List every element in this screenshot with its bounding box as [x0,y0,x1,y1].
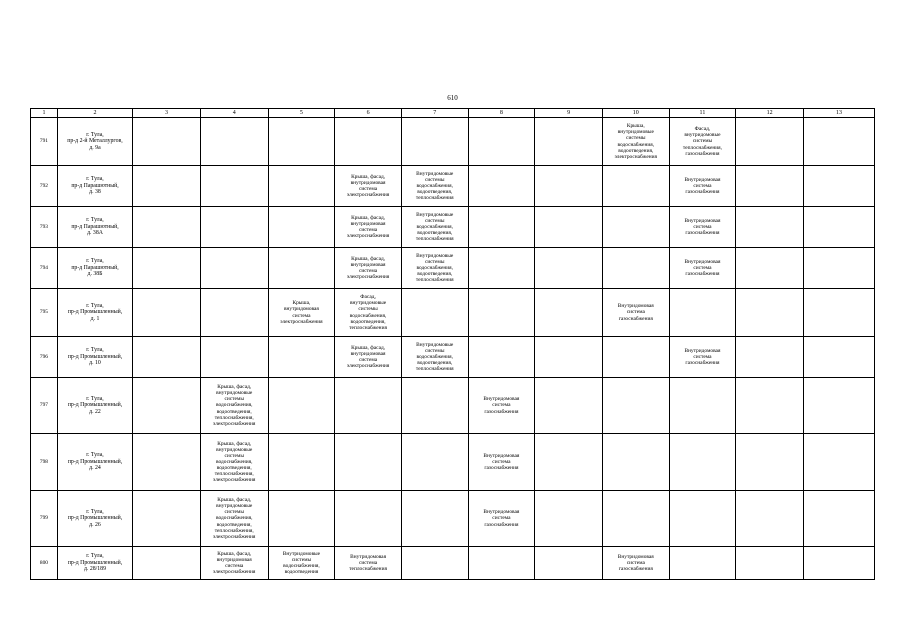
cell-text: г. Тула, пр-д Парашютный, д. 38Б [71,258,119,278]
work-cell [133,547,201,580]
work-cell [133,378,201,434]
cell-text: 795 [39,309,48,316]
work-cell [602,248,669,289]
work-cell [468,491,535,547]
work-cell [468,337,535,378]
work-cell [736,248,804,289]
work-cell [669,337,736,378]
table-row [31,166,875,207]
work-cell [535,547,603,580]
work-cell [535,289,603,337]
work-cell [200,491,268,547]
cell-text: Фасад, внутридомовые системы водоснабжения, водоотведения, теплоснабжения [349,294,387,331]
column-header: 4 [200,109,268,118]
row-number-cell [31,289,58,337]
work-cell [736,337,804,378]
cell-text: 792 [39,182,48,189]
cell-text: Фасад, внутридомовые системы теплоснабжения, газоснабжения [682,126,722,157]
work-cell [669,289,736,337]
work-cell [335,378,402,434]
work-cell [468,289,535,337]
work-cell [602,118,669,166]
cell-text: Внутридомовые системы водоснабжения, водоотведения, теплоснабжения [415,170,454,202]
cell-text: Внутридомовая система газоснабжения [483,396,520,415]
cell-text: г. Тула, пр-д Промышленный, д. 22 [67,395,123,415]
work-cell [268,491,335,547]
work-cell [736,166,804,207]
work-cell [669,491,736,547]
work-cell [268,337,335,378]
page-number: 610 [447,94,458,102]
column-header: 6 [335,109,402,118]
work-cell [669,547,736,580]
work-cell [602,547,669,580]
work-cell [401,248,468,289]
cell-text: г. Тула, пр-д Парашютный, д. 38 [71,176,119,196]
work-cell [335,289,402,337]
table-row [31,248,875,289]
column-header: 12 [736,109,804,118]
cell-text: 797 [39,402,48,409]
work-cell [200,547,268,580]
work-cell [401,207,468,248]
work-cell [804,337,875,378]
cell-text: 793 [39,223,48,230]
work-cell [804,166,875,207]
cell-text: Крыша, фасад, внутридомовые системы водоснабжения, водоотведения, теплоснабжения, электроснабжения [213,384,256,427]
cell-text: 796 [39,353,48,360]
work-cell [401,434,468,491]
work-cell [268,207,335,248]
cell-text: Внутридомовая система газоснабжения [617,553,654,573]
work-cell [335,166,402,207]
cell-text: Крыша, фасад, внутридомовая система электроснабжения [346,214,390,240]
cell-text: г. Тула, пр-д Парашютный, д. 38А [71,217,119,237]
work-cell [268,166,335,207]
work-cell [804,289,875,337]
work-cell [535,248,603,289]
work-cell [736,118,804,166]
work-cell [669,166,736,207]
work-cell [468,118,535,166]
work-cell [535,337,603,378]
row-number-cell [31,547,58,580]
cell-text: Внутридомовые системы водоснабжения, водоотведения, теплоснабжения [415,211,454,243]
work-cell [133,207,201,248]
work-cell [200,378,268,434]
cell-text: Крыша, фасад, внутридомовая система электроснабжения [346,344,390,370]
work-cell [804,491,875,547]
cell-text: г. Тула, пр-д Промышленный, д. 26 [67,508,123,528]
work-cell [468,547,535,580]
work-cell [133,118,201,166]
cell-text: Внутридомовая система газоснабжения [684,347,721,367]
work-cell [736,289,804,337]
table-row [31,434,875,491]
cell-text: Внутридомовая система газоснабжения [483,509,520,528]
work-cell [535,378,603,434]
address-cell [57,491,132,547]
address-cell [57,337,132,378]
work-cell [268,378,335,434]
work-cell [736,378,804,434]
cell-text: 798 [39,458,48,465]
table-row [31,337,875,378]
work-cell [736,547,804,580]
work-cell [669,378,736,434]
cell-text: Крыша, внутридомовые системы водоснабжения, водоотведения, электроснабжения [614,123,657,160]
column-header: 2 [57,109,132,118]
work-cell [669,248,736,289]
column-header: 8 [468,109,535,118]
work-cell [268,118,335,166]
row-number-cell [31,378,58,434]
work-cell [200,248,268,289]
work-cell [804,434,875,491]
cell-text: Крыша, внутридомовая система электроснабжения [280,300,323,325]
work-cell [200,289,268,337]
work-cell [200,337,268,378]
work-cell [602,289,669,337]
work-cell [602,378,669,434]
cell-text: 794 [39,264,48,271]
cell-text: Внутридомовая система газоснабжения [617,303,654,322]
table-row [31,207,875,248]
column-header: 9 [535,109,603,118]
column-header: 11 [669,109,736,118]
column-header: 10 [602,109,669,118]
work-cell [401,547,468,580]
cell-text: Крыша, фасад, внутридомовые системы водоснабжения, водоотведения, теплоснабжения, электроснабжения [213,497,256,540]
work-cell [804,378,875,434]
work-cell [133,491,201,547]
column-header: 13 [804,109,875,118]
row-number-cell [31,337,58,378]
work-cell [200,166,268,207]
column-header: 1 [31,109,58,118]
work-cell [669,118,736,166]
table-row [31,118,875,166]
address-cell [57,547,132,580]
work-cell [133,289,201,337]
work-cell [401,378,468,434]
row-number-cell [31,166,58,207]
address-cell [57,248,132,289]
address-cell [57,378,132,434]
work-cell [804,118,875,166]
work-cell [133,248,201,289]
cell-text: Внутридомовые системы водоснабжения, водоотведения, теплоснабжения [415,252,454,284]
cell-text: Внутридомовая система газоснабжения [684,176,721,196]
cell-text: г. Тула, пр-д 2-й Металлургов, д. 9а [67,131,123,151]
cell-text: г. Тула, пр-д Промышленный, д. 10 [67,347,123,367]
row-number-cell [31,207,58,248]
work-cell [736,491,804,547]
cell-text: 800 [39,559,48,566]
work-cell [401,491,468,547]
work-cell [335,337,402,378]
work-cell [401,118,468,166]
work-cell [669,434,736,491]
cell-text: г. Тула, пр-д Промышленный, д. 1 [67,302,123,322]
work-cell [468,378,535,434]
cell-text: Внутридомовая система газоснабжения [684,258,721,278]
table-row [31,289,875,337]
cell-text: г. Тула, пр-д Промышленный, д. 24 [67,452,123,472]
work-cell [535,207,603,248]
work-cell [335,207,402,248]
work-cell [401,166,468,207]
cell-text: Крыша, фасад, внутридомовая система электроснабжения [213,550,256,576]
work-cell [268,248,335,289]
work-cell [268,289,335,337]
table-row [31,378,875,434]
cell-text: Внутридомовая система газоснабжения [483,452,520,472]
work-cell [200,434,268,491]
work-cell [602,337,669,378]
cell-text: 791 [39,138,48,145]
row-number-cell [31,491,58,547]
cell-text: 799 [39,515,48,522]
address-cell [57,166,132,207]
address-cell [57,207,132,248]
work-cell [133,166,201,207]
table-row [31,547,875,580]
work-cell [401,289,468,337]
work-cell [335,248,402,289]
cell-text: Внутридомовая система газоснабжения [684,217,721,237]
address-cell [57,118,132,166]
work-cell [804,547,875,580]
row-number-cell [31,248,58,289]
work-cell [335,547,402,580]
work-cell [335,118,402,166]
row-number-cell [31,118,58,166]
cell-text: Крыша, фасад, внутридомовая система электроснабжения [346,173,390,199]
table-row [31,491,875,547]
cell-text: Внутридомовые системы водоснабжения, водоотведения [282,550,321,576]
table-body [31,118,875,580]
work-cell [268,547,335,580]
address-cell [57,434,132,491]
work-cell [468,434,535,491]
work-cell [535,491,603,547]
work-cell [401,337,468,378]
column-header: 7 [401,109,468,118]
work-cell [602,491,669,547]
work-cell [468,248,535,289]
work-cell [335,434,402,491]
column-header: 3 [133,109,201,118]
work-cell [200,118,268,166]
work-cell [535,434,603,491]
work-cell [804,248,875,289]
work-cell [602,207,669,248]
work-cell [736,207,804,248]
column-header: 5 [268,109,335,118]
column-header-row [31,109,875,118]
work-cell [200,207,268,248]
schedule-table [30,108,875,580]
work-cell [804,207,875,248]
cell-text: Внутридомовая система теплоснабжения [349,553,387,573]
address-cell [57,289,132,337]
work-cell [736,434,804,491]
work-cell [535,166,603,207]
cell-text: Крыша, фасад, внутридомовые системы водоснабжения, водоотведения, теплоснабжения, электроснабжения [213,440,256,484]
work-cell [468,166,535,207]
work-cell [669,207,736,248]
cell-text: г. Тула, пр-д Промышленный, д. 28/189 [67,553,123,573]
work-cell [268,434,335,491]
work-cell [133,434,201,491]
row-number-cell [31,434,58,491]
work-cell [602,166,669,207]
cell-text: Крыша, фасад, внутридомовая система электроснабжения [346,255,390,281]
work-cell [602,434,669,491]
work-cell [535,118,603,166]
work-cell [133,337,201,378]
cell-text: Внутридомовые системы водоснабжения, водоотведения, теплоснабжения [415,341,454,373]
work-cell [468,207,535,248]
work-cell [335,491,402,547]
